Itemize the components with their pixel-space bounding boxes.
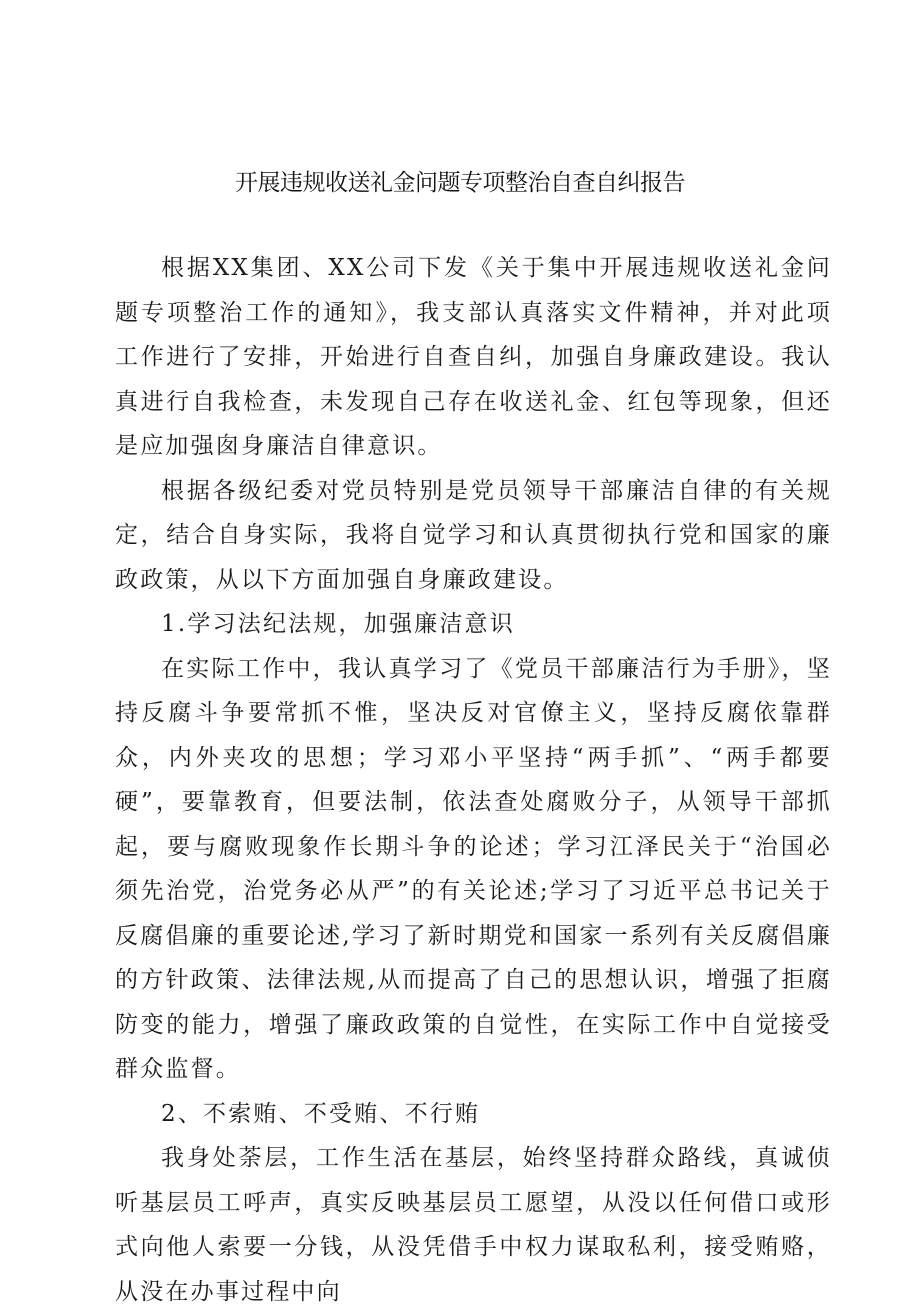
section-heading-1: 1.学习法纪法规，加强廉洁意识 (161, 611, 515, 637)
paragraph-intro: 根据XX集团、XX公司下发《关于集中开展违规收送礼金问题专项整治工作的通知》，我支部认真落实文件精神，并对此项工作进行了安排，开始进行自查自纠，加强自身廉政建设。我认真进行自我检查，未发现自己存在收送礼金、红包等现象，但还是应加强囱身廉洁自律意识。 (115, 255, 832, 459)
document-title: 开展违规收送礼金问题专项整治自查自纠报告 (235, 170, 685, 196)
document-body (115, 246, 832, 1314)
paragraph-grassroots: 我身处荼层，工作生活在基层，始终坚持群众路线，真诚侦听基层员工呼声，真实反映基层员工愿望，从没以任何借口或形式向他人索要一分钱，从没凭借手中权力谋取私利，接受贿赂，从没在办事过程中向 (115, 1145, 832, 1305)
section-heading-2: 2、不索贿、不受贿、不行贿 (161, 1100, 481, 1127)
paragraph-study: 在实际工作中，我认真学习了《党员干部廉洁行为手册》，坚持反腐斗争要常抓不惟，坚决反对官僚主义，坚持反腐依靠群众，内外夹攻的思想；学习邓小平坚持“两手抓”、“两手都要硬”，要靠教育，但要法制，依法查处腐败分子，从领导干部抓起，要与腐败现象作长期斗争的论述；学习江泽民关于“治国必须先治党，治党务必从严”的有关论述;学习了习近平总书记关于反腐倡廉的重要论述,学习了新时期党和国家一系列有关反腐倡廉的方针政策、法律法规,从而提高了自己的思想认识，增强了拒腐防变的能力，增强了廉政政策的自觉性，在实际工作中自觉接受群众监督。 (115, 655, 832, 1082)
paragraph-regulations: 根据各级纪委对党员特别是党员领导干部廉洁自律的有关规定，结合自身实际，我将自觉学习和认真贯彻执行党和国家的廉政政策，从以下方面加强自身廉政建设。 (115, 477, 832, 593)
